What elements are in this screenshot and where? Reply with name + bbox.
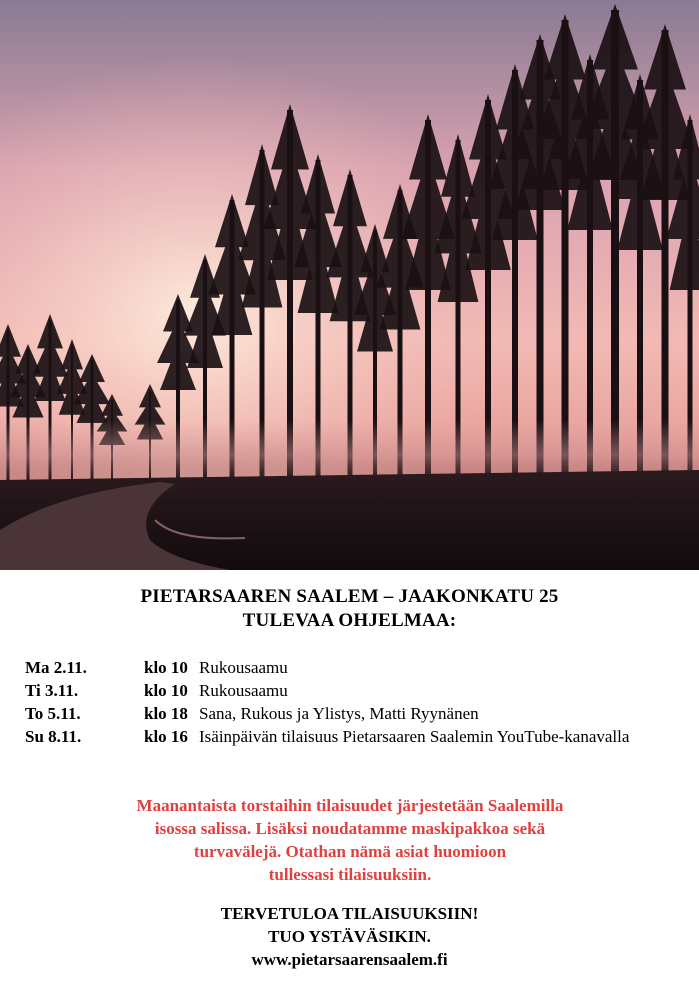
welcome-text: TERVETULOA TILAISUUKSIIN!	[220, 904, 479, 923]
schedule-time: klo 10	[144, 658, 188, 677]
schedule-description: Isäinpäivän tilaisuus Pietarsaaren Saalemin YouTube-kanavalla	[199, 727, 630, 746]
schedule-description: Sana, Rukous ja Ylistys, Matti Ryynänen	[199, 704, 479, 723]
schedule-day: Su 8.11.	[25, 727, 82, 746]
schedule-description: Rukousaamu	[199, 681, 288, 700]
notice-line: isossa salissa. Lisäksi noudatamme maskipakkoa sekä	[154, 819, 546, 838]
notice-line: turvavälejä. Otathan nämä asiat huomioon	[193, 842, 507, 861]
schedule-description: Rukousaamu	[199, 658, 288, 677]
notice-line: Maanantaista torstaihin tilaisuudet järjestetään Saalemilla	[136, 796, 564, 815]
schedule-day: To 5.11.	[25, 704, 81, 723]
website-link[interactable]: www.pietarsaarensaalem.fi	[251, 950, 448, 969]
invite-text: TUO YSTÄVÄSIKIN.	[268, 927, 431, 946]
covid-notice	[70, 794, 630, 886]
schedule-time: klo 18	[144, 704, 188, 723]
schedule-list	[25, 656, 685, 771]
schedule-row	[25, 679, 685, 702]
schedule-row	[25, 702, 685, 725]
schedule-day: Ti 3.11.	[25, 681, 79, 700]
schedule-day: Ma 2.11.	[25, 658, 87, 677]
notice-line: tullessasi tilaisuuksiin.	[268, 865, 432, 884]
program-heading: TULEVAA OHJELMAA:	[242, 610, 457, 631]
schedule-row	[25, 656, 685, 679]
footer	[0, 902, 699, 971]
schedule-time: klo 10	[144, 681, 188, 700]
schedule-time: klo 16	[144, 727, 188, 746]
page-title: PIETARSAAREN SAALEM – JAAKONKATU 25	[140, 586, 559, 607]
schedule-row	[25, 725, 685, 771]
